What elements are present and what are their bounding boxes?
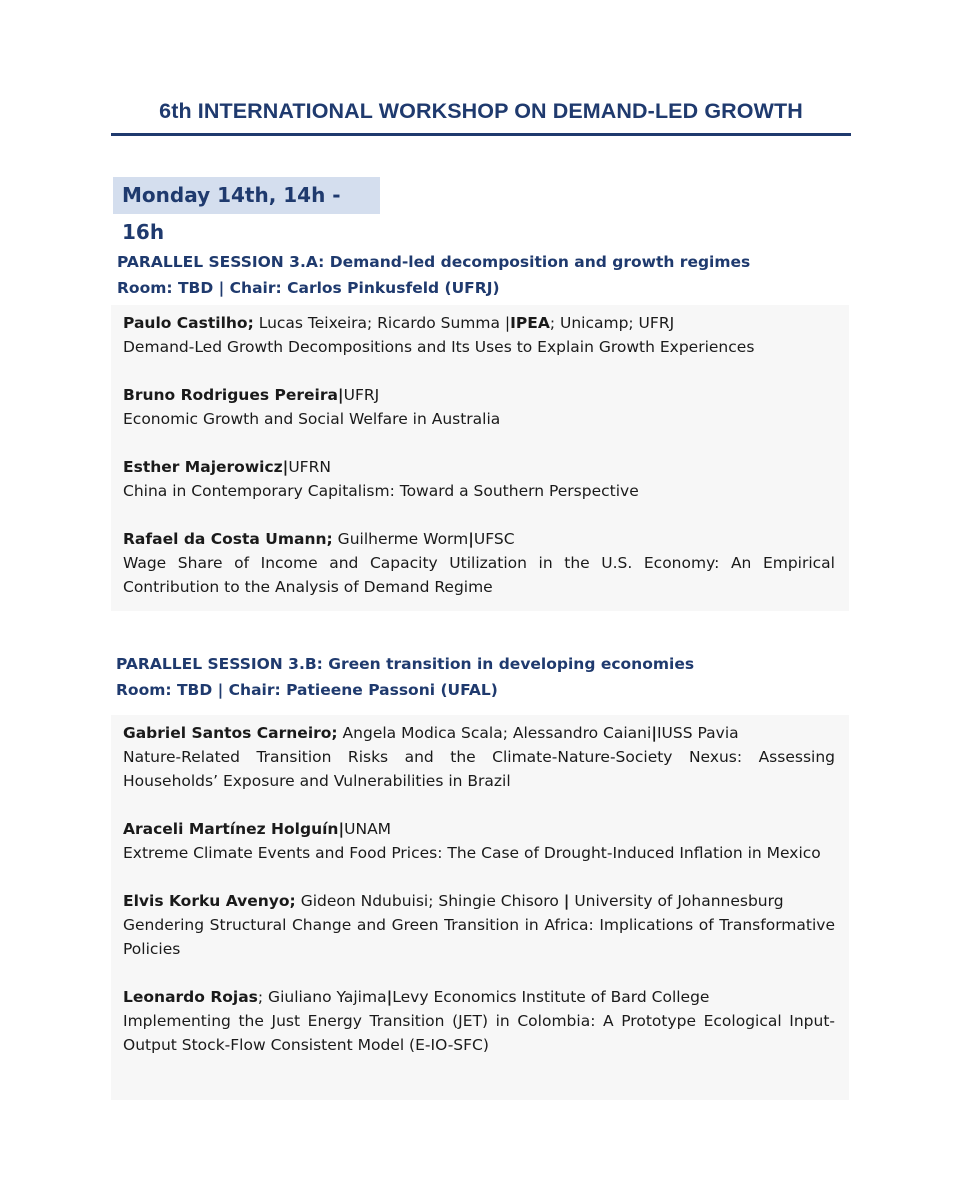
session-3a-room-chair: Room: TBD | Chair: Carlos Pinkusfeld (UFRJ) xyxy=(117,279,500,297)
session-3b-papers xyxy=(111,715,849,1100)
paper-item xyxy=(123,721,835,793)
coauthors: Gideon Ndubuisi; Shingie Chisoro xyxy=(295,892,564,910)
paper-authors xyxy=(123,985,835,1009)
lead-author: Bruno Rodrigues Pereira xyxy=(123,386,338,404)
lead-author: Araceli Martínez Holguín xyxy=(123,820,339,838)
paper-authors xyxy=(123,889,835,913)
paper-title: Gendering Structural Change and Green Transition in Africa: Implications of Transformative Policies xyxy=(123,916,835,958)
paper-title: Wage Share of Income and Capacity Utilization in the U.S. Economy: An Empirical Contribution to the Analysis of Demand Regime xyxy=(123,554,835,596)
lead-author: Esther Majerowicz xyxy=(123,458,283,476)
paper-authors xyxy=(123,527,835,551)
paper-authors xyxy=(123,455,835,479)
affiliation: UFRN xyxy=(288,458,331,476)
paper-title: Demand-Led Growth Decompositions and Its Uses to Explain Growth Experiences xyxy=(123,338,755,356)
lead-author: Leonardo Rojas xyxy=(123,988,258,1006)
session-3b-heading xyxy=(116,651,856,703)
separator: | xyxy=(338,820,345,838)
paper-authors xyxy=(123,311,835,335)
session-3b-title: PARALLEL SESSION 3.B: Green transition in developing economies xyxy=(116,655,695,673)
paper-title: Economic Growth and Social Welfare in Australia xyxy=(123,410,501,428)
lead-author: Gabriel Santos Carneiro; xyxy=(123,724,338,742)
paper-authors xyxy=(123,721,835,745)
lead-author: Paulo Castilho; xyxy=(123,314,254,332)
coauthors: ; Giuliano Yajima xyxy=(257,988,387,1006)
session-3a-title: PARALLEL SESSION 3.A: Demand-led decomposition and growth regimes xyxy=(117,253,751,271)
paper-title: China in Contemporary Capitalism: Toward a Southern Perspective xyxy=(123,482,639,500)
coauthors: Guilherme Worm xyxy=(332,530,469,548)
paper-item xyxy=(123,311,835,359)
header-divider xyxy=(111,133,851,136)
affiliation: UFSC xyxy=(473,530,515,548)
affiliation: UFRJ xyxy=(343,386,380,404)
paper-title: Implementing the Just Energy Transition (JET) in Colombia: A Prototype Ecological Input-Output Stock-Flow Consistent Model (E-IO-SFC) xyxy=(123,1012,835,1054)
paper-item xyxy=(123,985,835,1057)
session-3a-heading xyxy=(117,249,857,301)
paper-item xyxy=(123,527,835,599)
affiliation: UNAM xyxy=(344,820,392,838)
affiliation: IUSS Pavia xyxy=(656,724,739,742)
session-3a-papers xyxy=(111,305,849,611)
lead-affiliation: IPEA xyxy=(510,314,550,332)
affiliation: Levy Economics Institute of Bard College xyxy=(392,988,710,1006)
workshop-header xyxy=(111,97,851,125)
separator: | xyxy=(651,724,657,742)
session-date-time: Monday 14th, 14h - 16h xyxy=(113,177,380,214)
paper-title: Extreme Climate Events and Food Prices: The Case of Drought-Induced Inflation in Mexico xyxy=(123,844,821,862)
paper-authors xyxy=(123,817,835,841)
paper-item xyxy=(123,455,835,503)
separator: | xyxy=(282,458,289,476)
session-3b-room-chair: Room: TBD | Chair: Patieene Passoni (UFAL) xyxy=(116,681,498,699)
coauthors: Lucas Teixeira; Ricardo Summa | xyxy=(253,314,511,332)
affiliation: ; Unicamp; UFRJ xyxy=(549,314,675,332)
paper-item xyxy=(123,817,835,865)
separator: | xyxy=(337,386,344,404)
paper-authors xyxy=(123,383,835,407)
affiliation: University of Johannesburg xyxy=(569,892,784,910)
separator: | xyxy=(468,530,474,548)
paper-item xyxy=(123,383,835,431)
separator: | xyxy=(386,988,393,1006)
separator: | xyxy=(563,892,570,910)
paper-title: Nature-Related Transition Risks and the Climate-Nature-Society Nexus: Assessing Households’ Exposure and Vulnerabilities in Brazil xyxy=(123,748,835,790)
coauthors: Angela Modica Scala; Alessandro Caiani xyxy=(337,724,652,742)
lead-author: Rafael da Costa Umann; xyxy=(123,530,333,548)
lead-author: Elvis Korku Avenyo; xyxy=(123,892,296,910)
paper-item xyxy=(123,889,835,961)
workshop-title: 6th INTERNATIONAL WORKSHOP ON DEMAND-LED GROWTH xyxy=(159,99,803,123)
